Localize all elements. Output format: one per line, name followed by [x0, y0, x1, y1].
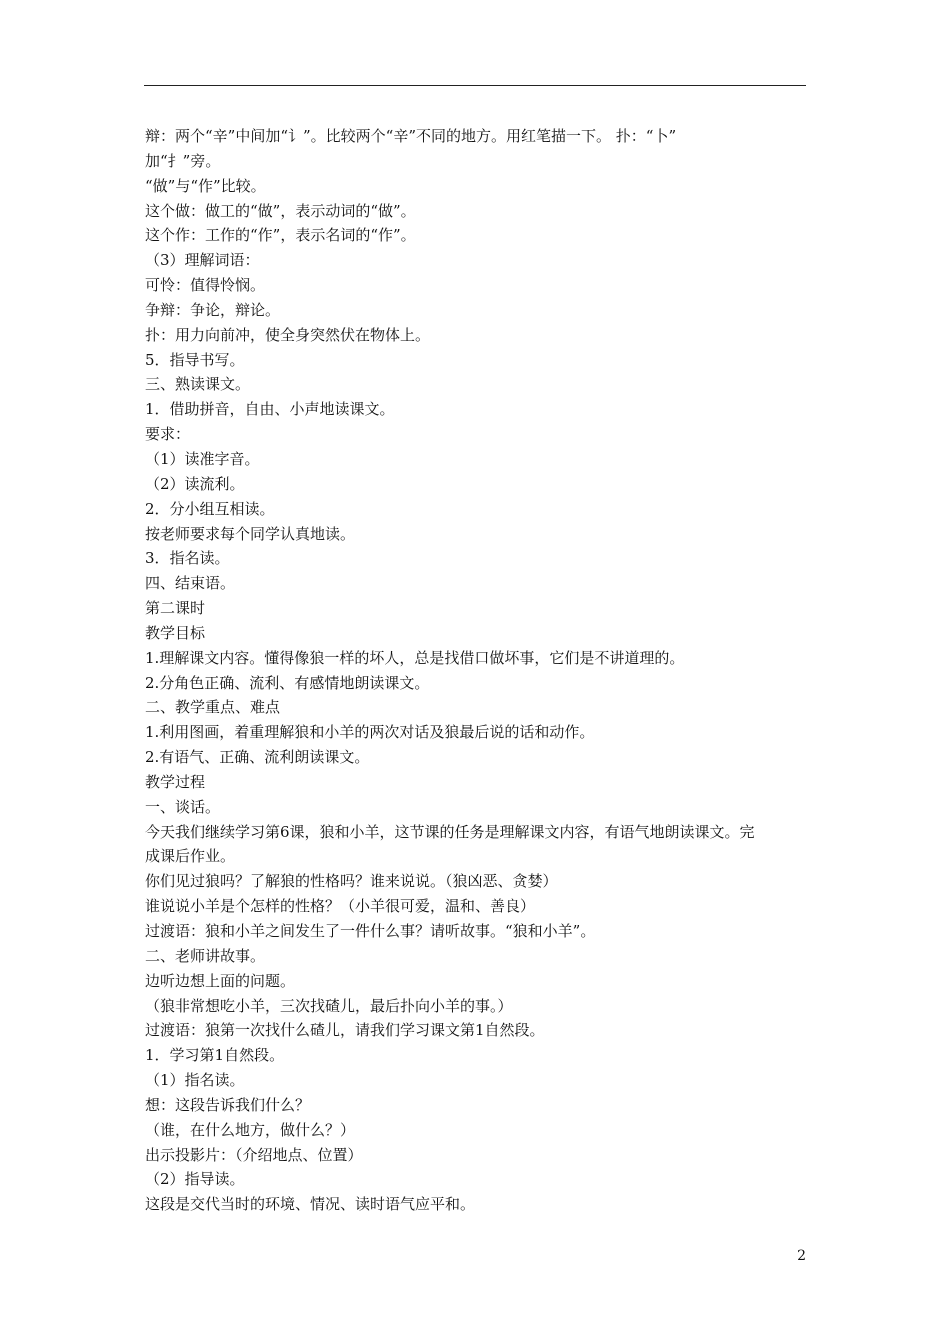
text-line: 三、熟读课文。: [145, 375, 251, 394]
text-line: 要求：: [145, 425, 191, 444]
text-line: 谁说说小羊是个怎样的性格？（小羊很可爱，温和、善良）: [145, 897, 536, 916]
text-line: （1）指名读。: [145, 1071, 245, 1090]
text-line: 过渡语：狼第一次找什么碴儿，请我们学习课文第1自然段。: [145, 1021, 545, 1040]
text-line: （3）理解词语：: [145, 251, 260, 270]
text-line: 成课后作业。: [145, 847, 236, 866]
document-body: [145, 124, 807, 1217]
text-line: 你们见过狼吗？了解狼的性格吗？谁来说说。（狼凶恶、贪婪）: [145, 872, 558, 891]
text-line: 2．分小组互相读。: [145, 499, 275, 518]
text-line: 过渡语：狼和小羊之间发生了一件什么事？请听故事。“狼和小羊”。: [145, 922, 596, 940]
text-line: 争辩：争论，辩论。: [145, 300, 281, 319]
text-line: 这个做：做工的“做”，表示动词的“做”。: [145, 201, 416, 220]
text-line: 可怜：值得怜悯。: [145, 276, 266, 295]
text-line: 1.利用图画，着重理解狼和小羊的两次对话及狼最后说的话和动作。: [145, 723, 595, 742]
text-line: 这个作：工作的“作”，表示名词的“作”。: [145, 226, 416, 245]
text-line: 第二课时: [145, 599, 206, 618]
text-line: 2.有语气、正确、流利朗读课文。: [145, 748, 370, 767]
text-line: （谁，在什么地方，做什么？）: [145, 1120, 356, 1139]
text-line: 5．指导书写。: [145, 350, 245, 369]
text-line: （2）指导读。: [145, 1170, 245, 1189]
text-line: 按老师要求每个同学认真地读。: [145, 524, 356, 543]
text-line: 1．借助拼音，自由、小声地读课文。: [145, 400, 395, 419]
text-line: 二、老师讲故事。: [145, 946, 266, 965]
header-rule: [144, 85, 806, 86]
text-line: 四、结束语。: [145, 574, 236, 593]
text-line: 一、谈话。: [145, 797, 221, 816]
text-line: （狼非常想吃小羊，三次找碴儿，最后扑向小羊的事。）: [145, 996, 513, 1015]
text-line: 这段是交代当时的环境、情况、读时语气应平和。: [145, 1195, 476, 1214]
text-line: 2.分角色正确、流利、有感情地朗读课文。: [145, 673, 430, 692]
text-line: 出示投影片：（介绍地点、位置）: [145, 1145, 363, 1164]
text-line: （2）读流利。: [145, 474, 245, 493]
text-line: 1.理解课文内容。懂得像狼一样的坏人，总是找借口做坏事，它们是不讲道理的。: [145, 648, 685, 667]
text-line: 二、教学重点、难点: [145, 698, 281, 717]
text-line: 扑：用力向前冲，使全身突然伏在物体上。: [145, 325, 431, 344]
text-line: 边听边想上面的问题。: [145, 971, 296, 990]
text-line: 今天我们继续学习第6课，狼和小羊，这节课的任务是理解课文内容，有语气地朗读课文。完: [145, 822, 755, 841]
page-number: 2: [797, 1248, 806, 1264]
text-line: “做”与“作”比较。: [145, 176, 266, 195]
text-line: 辩：两个“辛”中间加“讠”。比较两个“辛”不同的地方。用红笔描一下。 扑：“卜”: [145, 127, 677, 145]
text-line: 加“扌”旁。: [145, 151, 221, 170]
text-line: （1）读准字音。: [145, 449, 260, 468]
text-line: 教学目标: [145, 623, 206, 642]
text-line: 想：这段告诉我们什么？: [145, 1095, 311, 1114]
text-line: 3．指名读。: [145, 549, 230, 568]
text-line: 教学过程: [145, 772, 206, 791]
text-line: 1．学习第1自然段。: [145, 1046, 285, 1065]
